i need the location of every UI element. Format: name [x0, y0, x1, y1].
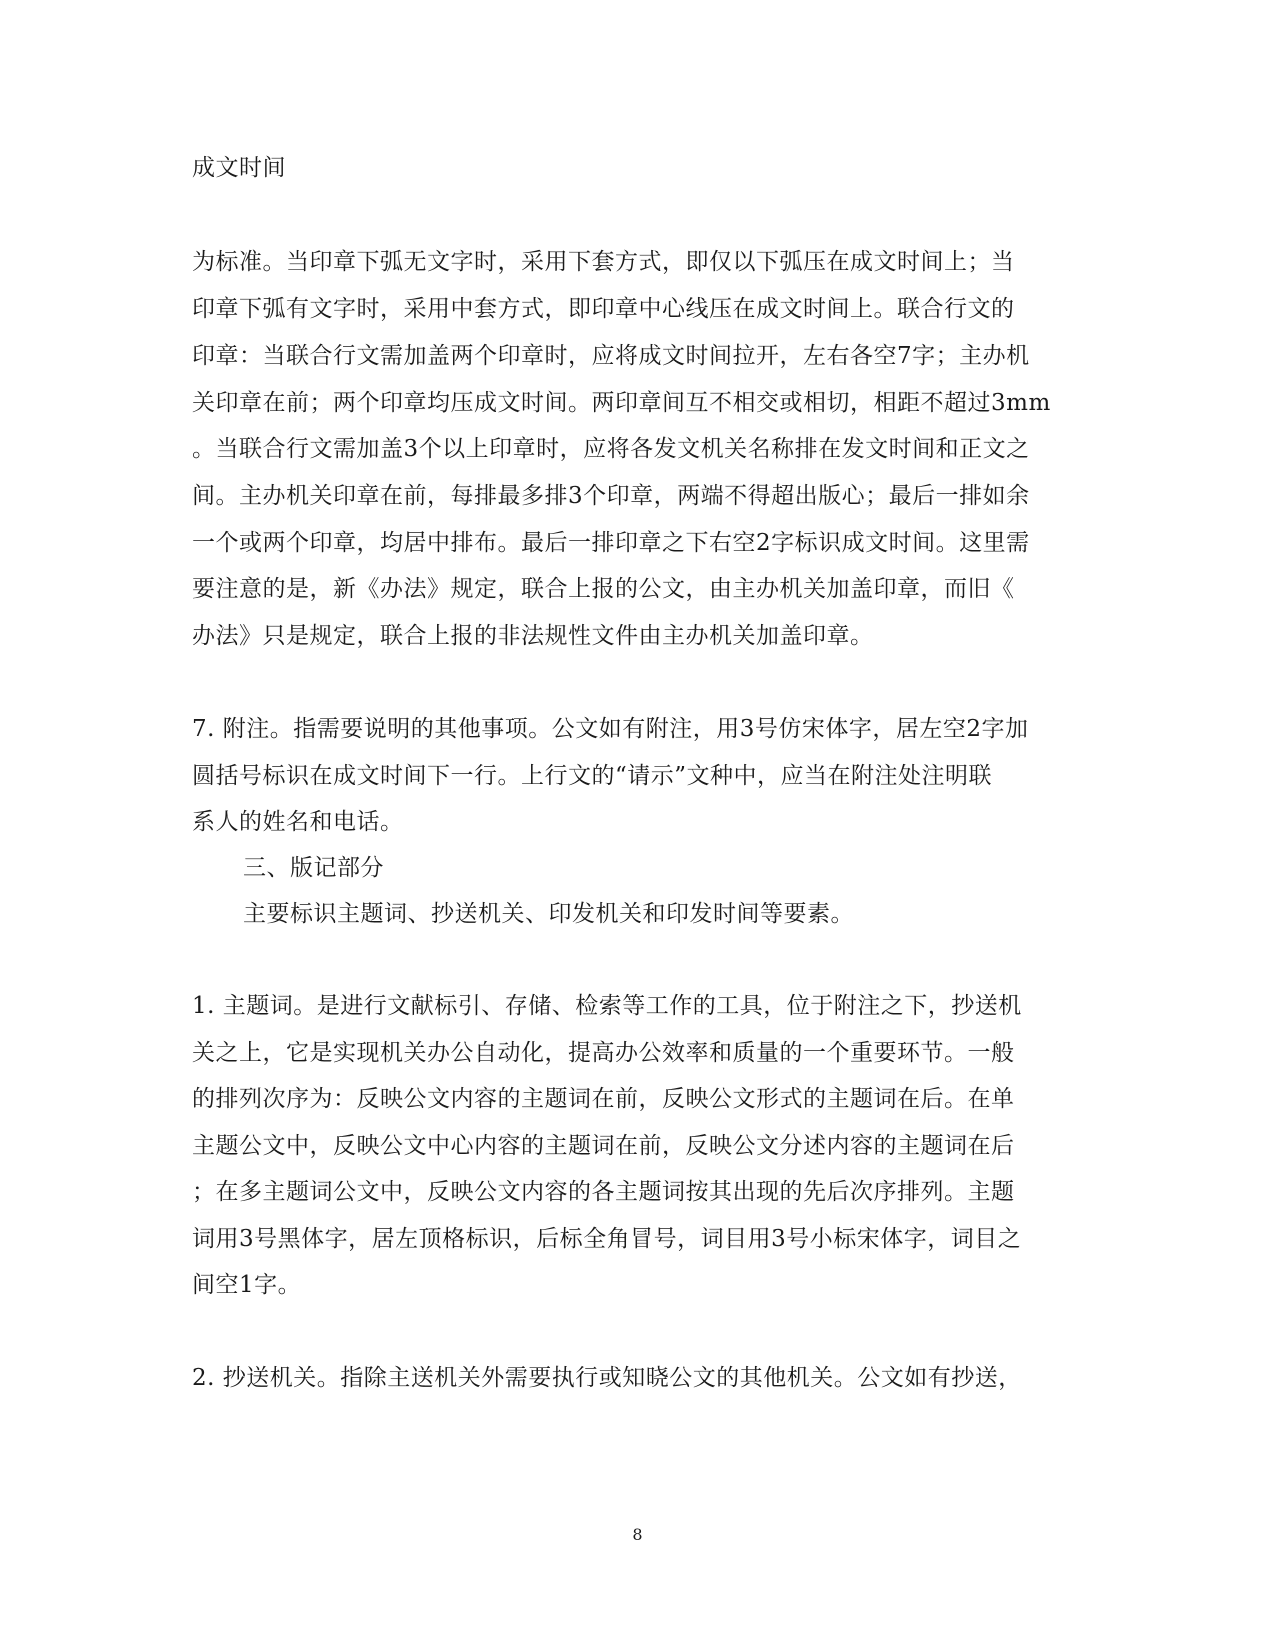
- text-line: 一个或两个印章，均居中排布。最后一排印章之下右空2字标识成文时间。这里需: [192, 530, 1030, 556]
- text-line: 为标准。当印章下弧无文字时，采用下套方式，即仅以下弧压在成文时间上；当: [192, 249, 1015, 275]
- text-line: 主题公文中，反映公文中心内容的主题词在前，反映公文分述内容的主题词在后: [192, 1133, 1015, 1159]
- text-line: 印章下弧有文字时，采用中套方式，即印章中心线压在成文时间上。联合行文的: [192, 296, 1015, 322]
- text-line: 系人的姓名和电话。: [192, 809, 404, 835]
- text-line: 词用3号黑体字，居左顶格标识，后标全角冒号，词目用3号小标宋体字，词目之: [192, 1226, 1022, 1252]
- text-line: 关印章在前；两个印章均压成文时间。两印章间互不相交或相切，相距不超过3mm: [192, 390, 1051, 416]
- text-line: 印章：当联合行文需加盖两个印章时，应将成文时间拉开，左右各空7字；主办机: [192, 343, 1030, 369]
- text-line: 办法》只是规定，联合上报的非法规性文件由主办机关加盖印章。: [192, 623, 874, 649]
- text-line: 关之上，它是实现机关办公自动化，提高办公效率和质量的一个重要环节。一般: [192, 1040, 1015, 1066]
- page-number: 8: [632, 1525, 643, 1544]
- text-line: 。当联合行文需加盖3个以上印章时，应将各发文机关名称排在发文时间和正文之: [192, 436, 1030, 462]
- text-line: 的排列次序为：反映公文内容的主题词在前，反映公文形式的主题词在后。在单: [192, 1086, 1015, 1112]
- text-line: 要注意的是，新《办法》规定，联合上报的公文，由主办机关加盖印章，而旧《: [192, 576, 1015, 602]
- section-heading: 三、版记部分: [243, 855, 384, 881]
- heading-fragment: 成文时间: [192, 155, 286, 181]
- section-intro: 主要标识主题词、抄送机关、印发机关和印发时间等要素。: [243, 901, 854, 927]
- text-line: 7. 附注。指需要说明的其他事项。公文如有附注，用3号仿宋体字，居左空2字加: [192, 716, 1029, 742]
- text-line: 2. 抄送机关。指除主送机关外需要执行或知晓公文的其他机关。公文如有抄送，: [192, 1365, 1022, 1391]
- text-line: 间空1字。: [192, 1272, 302, 1298]
- text-line: 间。主办机关印章在前，每排最多排3个印章，两端不得超出版心；最后一排如余: [192, 483, 1030, 509]
- text-line: 圆括号标识在成文时间下一行。上行文的“请示”文种中，应当在附注处注明联: [192, 763, 993, 789]
- text-line: ；在多主题词公文中，反映公文内容的各主题词按其出现的先后次序排列。主题: [192, 1179, 1015, 1205]
- text-line: 1. 主题词。是进行文献标引、存储、检索等工作的工具，位于附注之下，抄送机: [192, 993, 1022, 1019]
